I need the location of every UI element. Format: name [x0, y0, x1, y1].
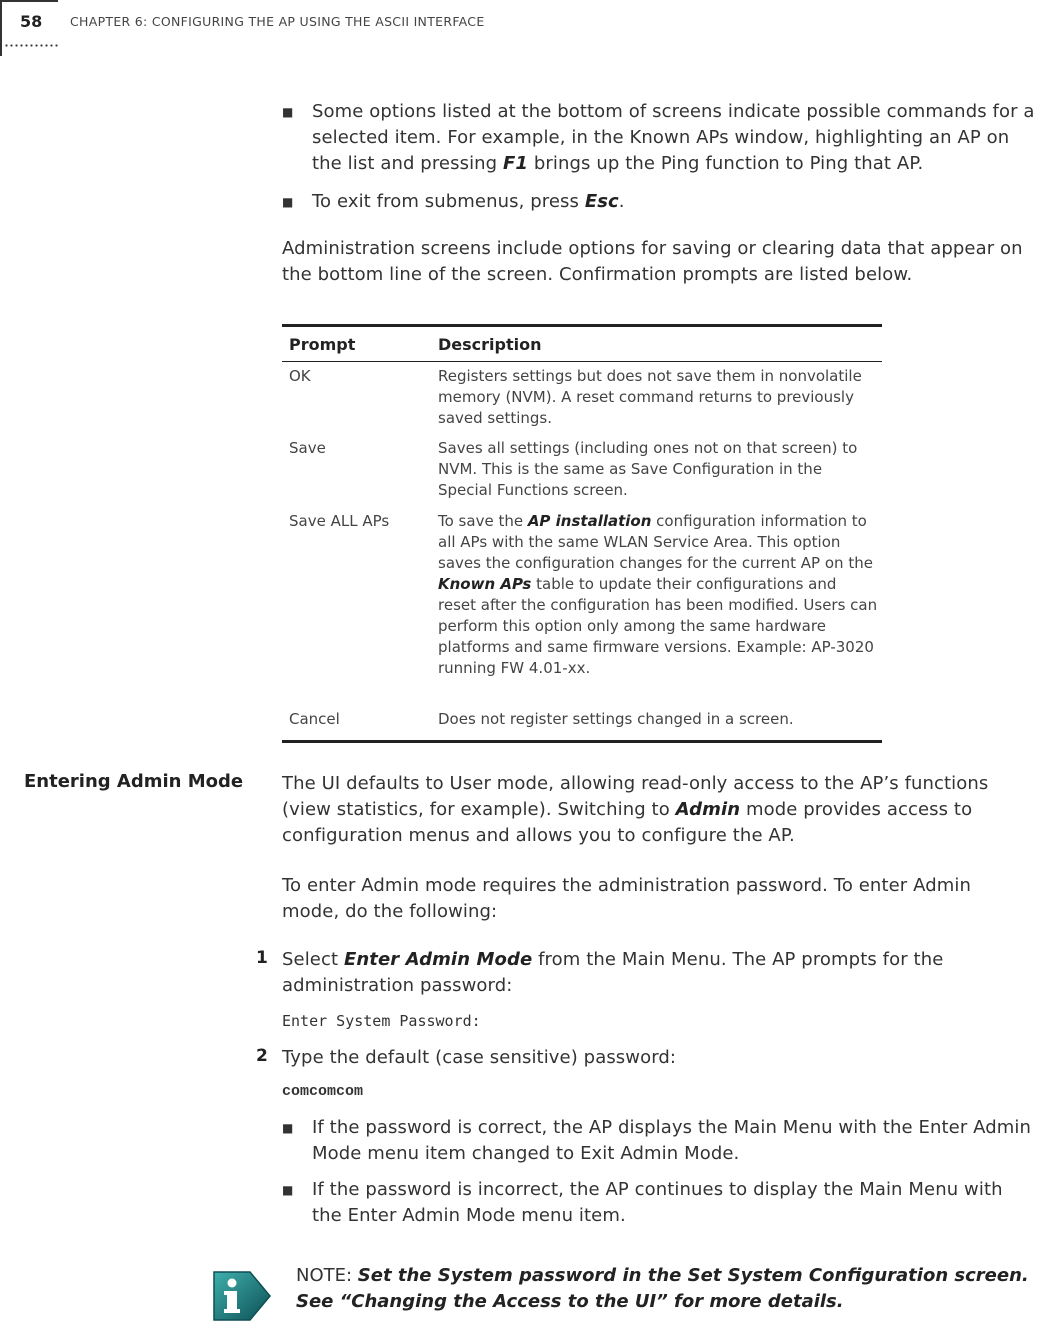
table-rule: [282, 361, 882, 362]
table-row: Save Saves all settings (including ones not on that screen) to NVM. This is the same as Save Configuration in the Special Functions screen.: [289, 439, 858, 499]
list-item: ■ If the password is correct, the AP displays the Main Menu with the Enter Admin Mode menu item changed to Exit Admin Mode.: [282, 1117, 1032, 1164]
step-text: Type the default (case sensitive) password:: [282, 1047, 677, 1068]
header-rule: [0, 0, 58, 2]
table-rule: [282, 740, 882, 743]
list-item: ■ Some options listed at the bottom of screens indicate possible commands for a selected item. For example, in the Known APs window, highlighting an AP on the list and pressing F1 brings up the Ping function to Ping that AP.: [282, 101, 1035, 174]
section-heading: Entering Admin Mode: [24, 771, 244, 792]
bullet-square-icon: ■: [282, 195, 294, 209]
code-line: comcomcom: [282, 1083, 364, 1100]
list-item: ■ To exit from submenus, press Esc.: [282, 189, 1037, 215]
prompt-table: [282, 324, 882, 743]
list-item: ■ If the password is incorrect, the AP continues to display the Main Menu with the Enter Admin Mode menu item.: [282, 1179, 1003, 1226]
header-rule-vertical: [0, 0, 2, 56]
header-dots: [4, 44, 58, 47]
step-text: Select Enter Admin Mode from the Main Menu. The AP prompts for the administration password:: [282, 949, 944, 996]
running-head: CHAPTER 6: CONFIGURING THE AP USING THE ASCII INTERFACE: [70, 14, 485, 29]
table-row: Save ALL APs To save the AP installation configuration information to all APs with the same WLAN Service Area. This option saves the configuration changes for the current AP on the Known APs table to update their configurations and reset after the configuration has been modified. Users can perform this option only among the same hardware platforms and same firmware versions. Example: AP-3020 running FW 4.01-xx.: [289, 512, 878, 677]
table-row: OK Registers settings but does not save them in nonvolatile memory (NVM). A reset command returns to previously saved settings.: [289, 367, 862, 427]
section-paragraph: To enter Admin mode requires the administration password. To enter Admin mode, do the following:: [282, 875, 971, 922]
bullet-square-icon: ■: [282, 105, 294, 119]
admin-paragraph: Administration screens include options for saving or clearing data that appear on the bottom line of the screen. Confirmation prompts are listed below.: [282, 238, 1023, 285]
step-number: 2: [256, 1046, 268, 1066]
column-header-description: Description: [438, 335, 542, 354]
section-paragraph: The UI defaults to User mode, allowing read-only access to the AP’s functions (view statistics, for example). Switching to Admin mode provides access to configuration menus and allows you to configure the AP.: [282, 773, 989, 846]
table-header: [282, 327, 882, 361]
page-number: 58: [20, 12, 43, 31]
info-icon: [212, 1268, 272, 1324]
code-line: Enter System Password:: [282, 1012, 481, 1030]
column-header-prompt: Prompt: [289, 335, 356, 354]
bullet-square-icon: ■: [282, 1183, 294, 1197]
note: NOTE: Set the System password in the Set System Configuration screen. See “Changing the Access to the UI” for more details.: [296, 1265, 1029, 1312]
bullet-square-icon: ■: [282, 1121, 294, 1135]
table-row: Cancel Does not register settings changed in a screen.: [289, 710, 794, 728]
step-number: 1: [256, 948, 268, 968]
